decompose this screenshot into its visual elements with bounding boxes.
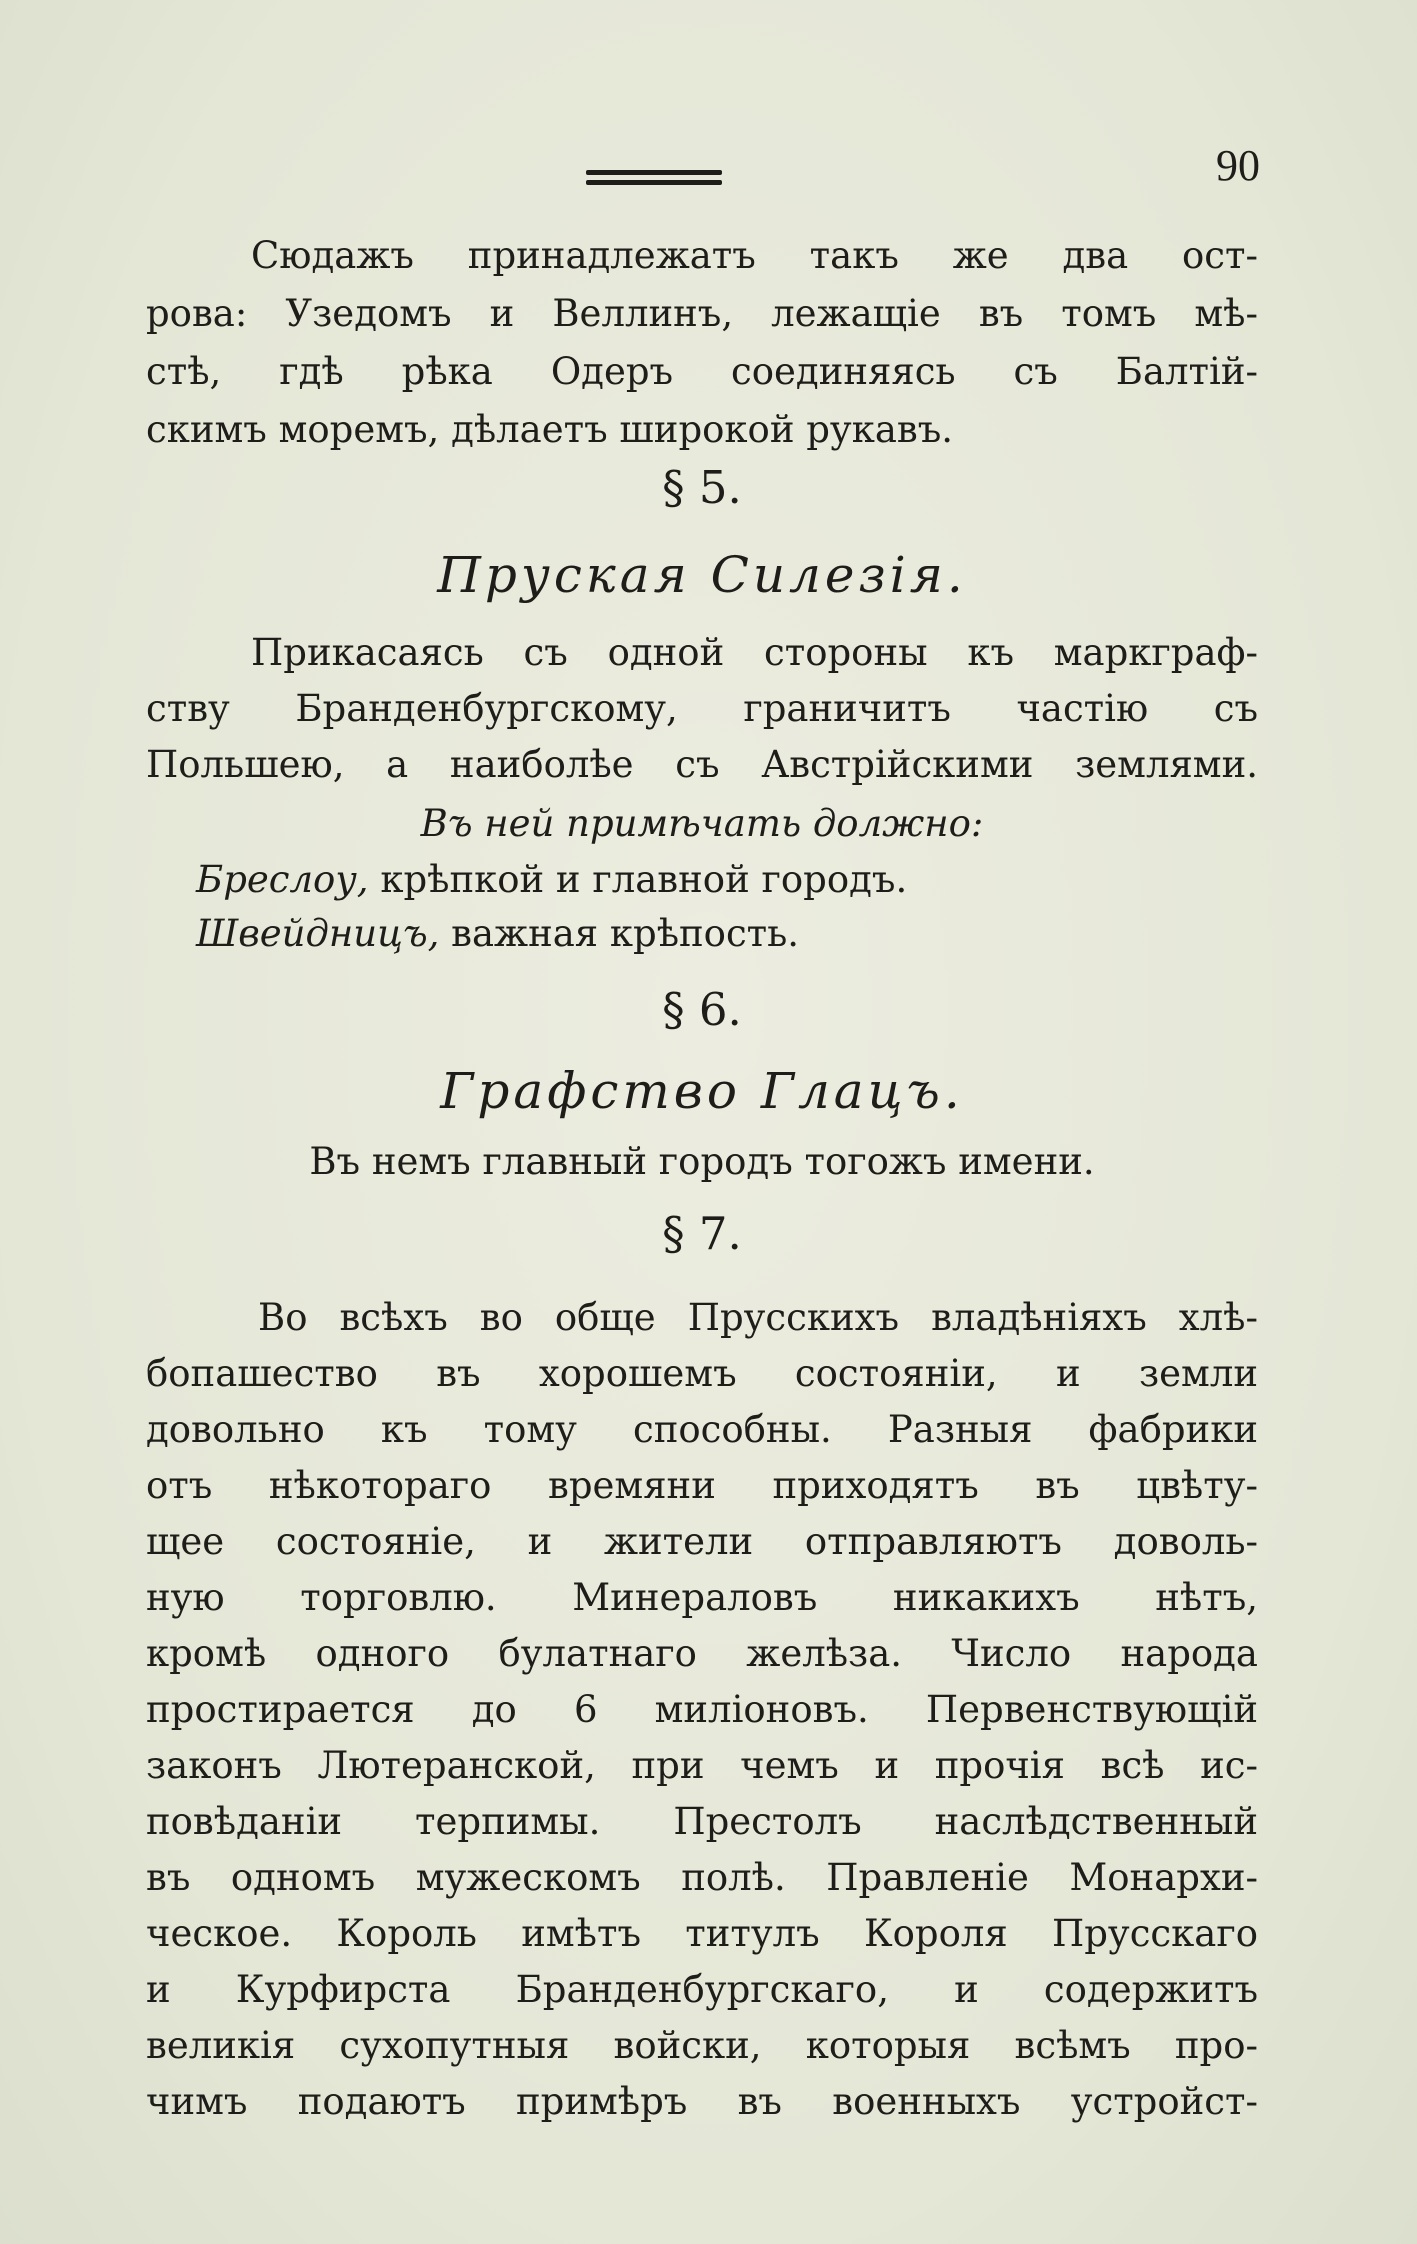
text-line: довольно къ тому способны. Разныя фабрики bbox=[146, 1408, 1258, 1451]
section-title: Графство Глацъ. bbox=[440, 1062, 964, 1120]
text-line: законъ Лютеранской, при чемъ и прочія всѣ ис- bbox=[146, 1744, 1258, 1787]
section-mark: § 5. bbox=[662, 461, 742, 514]
text-line: щее состояніе, и жители отправляютъ доволь- bbox=[146, 1520, 1258, 1563]
text-line: великія сухопутныя войски, которыя всѣмъ про- bbox=[146, 2024, 1258, 2067]
text-line: ству Бранденбургскому, граничитъ частію съ bbox=[146, 687, 1258, 730]
text-line: ческое. Король имѣтъ титулъ Короля Прусскаго bbox=[146, 1912, 1258, 1955]
text-line: скимъ моремъ, дѣлаетъ широкой рукавъ. bbox=[146, 408, 954, 451]
text-line: кромѣ одного булатнаго желѣза. Число народа bbox=[146, 1632, 1258, 1675]
text-line: чимъ подаютъ примѣръ въ военныхъ устройст- bbox=[146, 2080, 1258, 2123]
section-title: Пруская Силезія. bbox=[437, 546, 967, 604]
text-line: въ одномъ мужескомъ полѣ. Правленіе Монархи- bbox=[146, 1856, 1258, 1899]
city-desc: важная крѣпость. bbox=[451, 912, 800, 955]
text-line: Въ немъ главный городъ тогожъ имени. bbox=[309, 1140, 1095, 1183]
section-mark: § 6. bbox=[662, 983, 742, 1036]
city-desc: крѣпкой и главной городъ. bbox=[380, 858, 908, 901]
text-line: ную торговлю. Минераловъ никакихъ нѣтъ, bbox=[146, 1576, 1258, 1619]
city-name: Швейдницъ, bbox=[196, 912, 440, 955]
text-line: Во всѣхъ во обще Прусскихъ владѣніяхъ хлѣ- bbox=[258, 1296, 1258, 1339]
section-note: Въ ней примѣчать должно: bbox=[420, 802, 984, 845]
city-name: Бреслоу, bbox=[196, 858, 369, 901]
text-line: простирается до 6 миліоновъ. Первенствующій bbox=[146, 1688, 1258, 1731]
text-line: и Курфирста Бранденбургскаго, и содержитъ bbox=[146, 1968, 1258, 2011]
header-rule bbox=[586, 170, 722, 188]
text-line: Прикасаясь съ одной стороны къ маркграф- bbox=[251, 631, 1258, 674]
text-line: Сюдажъ принадлежатъ такъ же два ост- bbox=[251, 234, 1258, 277]
text-line: стѣ, гдѣ рѣка Одеръ соединяясь съ Балтій- bbox=[146, 350, 1258, 393]
list-item bbox=[146, 906, 1258, 962]
section-mark: § 7. bbox=[662, 1207, 742, 1260]
text-line: отъ нѣкотораго времяни приходятъ въ цвѣту- bbox=[146, 1464, 1258, 1507]
page-number: 90 bbox=[1216, 141, 1260, 190]
list-item bbox=[146, 852, 1258, 908]
text-line: повѣданіи терпимы. Престолъ наслѣдственный bbox=[146, 1800, 1258, 1843]
text-line: Польшею, а наиболѣе съ Австрійскими землями. bbox=[146, 743, 1258, 786]
text-line: рова: Узедомъ и Веллинъ, лежащіе въ томъ мѣ- bbox=[146, 292, 1258, 335]
text-line: бопашество въ хорошемъ состояніи, и земли bbox=[146, 1352, 1258, 1395]
